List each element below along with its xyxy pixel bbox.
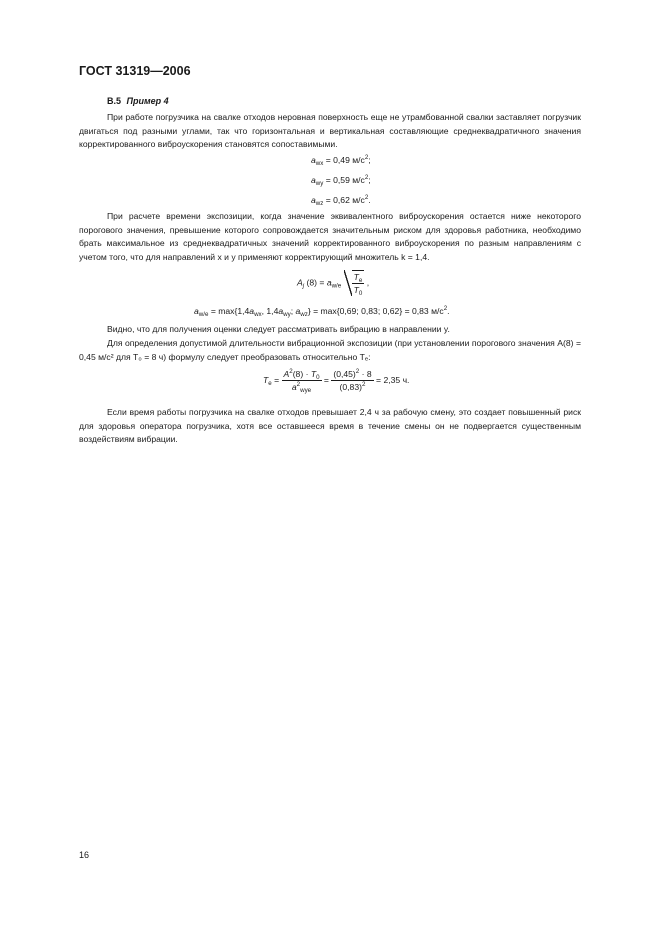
equation-awe: $a_{w/e} = \max\{1,4a_{wx}$, $1,4a_{wy}$; $a_{wz}\} = \max\{0,69$; 0,83; 0,62} = 0,83 $м/с^2$. [194,305,450,318]
section-number: B.5 [107,96,122,106]
paragraph-3: Видно, что для получения оценки следует рассматривать вибрацию в направлении y. [107,324,450,334]
equation-aj: $A_j$ $(8) = a_{w/e}$ $\frac{T_e}{T_0}$ , [297,272,370,297]
paragraph-4: Для определения допустимой длительности вибрационной экспозиции (при установлении порогового значения A(8) = 0,45 м/с² для T₀ = 8 ч) формулу следует преобразовать относительно Tₑ: [79,338,581,362]
paragraph-5: Если время работы погрузчика на свалке отходов превышает 2,4 ч за рабочую смену, это создает повышенный риск для здоровья оператора погрузчика, хотя все оставшееся время в течение смены он не подвергается существенным воздействиям вибрации. [79,407,581,445]
page-number: 16 [79,850,90,860]
equation-awz: $a_{wz} = 0,62$ $м/с^2$. [311,194,371,207]
section-title: Пример 4 [126,96,169,106]
section-heading [107,96,169,106]
equation-awy: $a_{wy} = 0,59$ $м/с^2$; [311,174,371,187]
document-header: ГОСТ 31319—2006 [79,64,191,78]
equation-awx: $a_{wx} = 0,49$ $м/с^2$; [311,154,371,167]
equation-te: $T_e$ = $\frac{A^2(8) \cdot T_0}{a^2_{wye}}$ = $\frac{(0,45)^2 \cdot 8}{(0,83)^2}$ = 2,35 ч. [263,368,410,394]
paragraph-2: При расчете времени экспозиции, когда значение эквивалентного виброускорения остается ниже некоторого порогового значения, превышение которого сопровождается значительным риском для здоровья работника, необходимо брать максимальное из среднеквадратичных значений корректированного виброускорения по разным направлениям с учетом того, что для направлений x и y применяют корректирующий множитель k = 1,4. [79,211,581,262]
paragraph-1: При работе погрузчика на свалке отходов неровная поверхность еще не утрамбованной свалки заставляет погрузчик двигаться под разными углами, так что горизонтальная и вертикальная составляющие среднеквадратичного значения корректированного виброускорения становятся сопоставимыми. [79,112,581,150]
